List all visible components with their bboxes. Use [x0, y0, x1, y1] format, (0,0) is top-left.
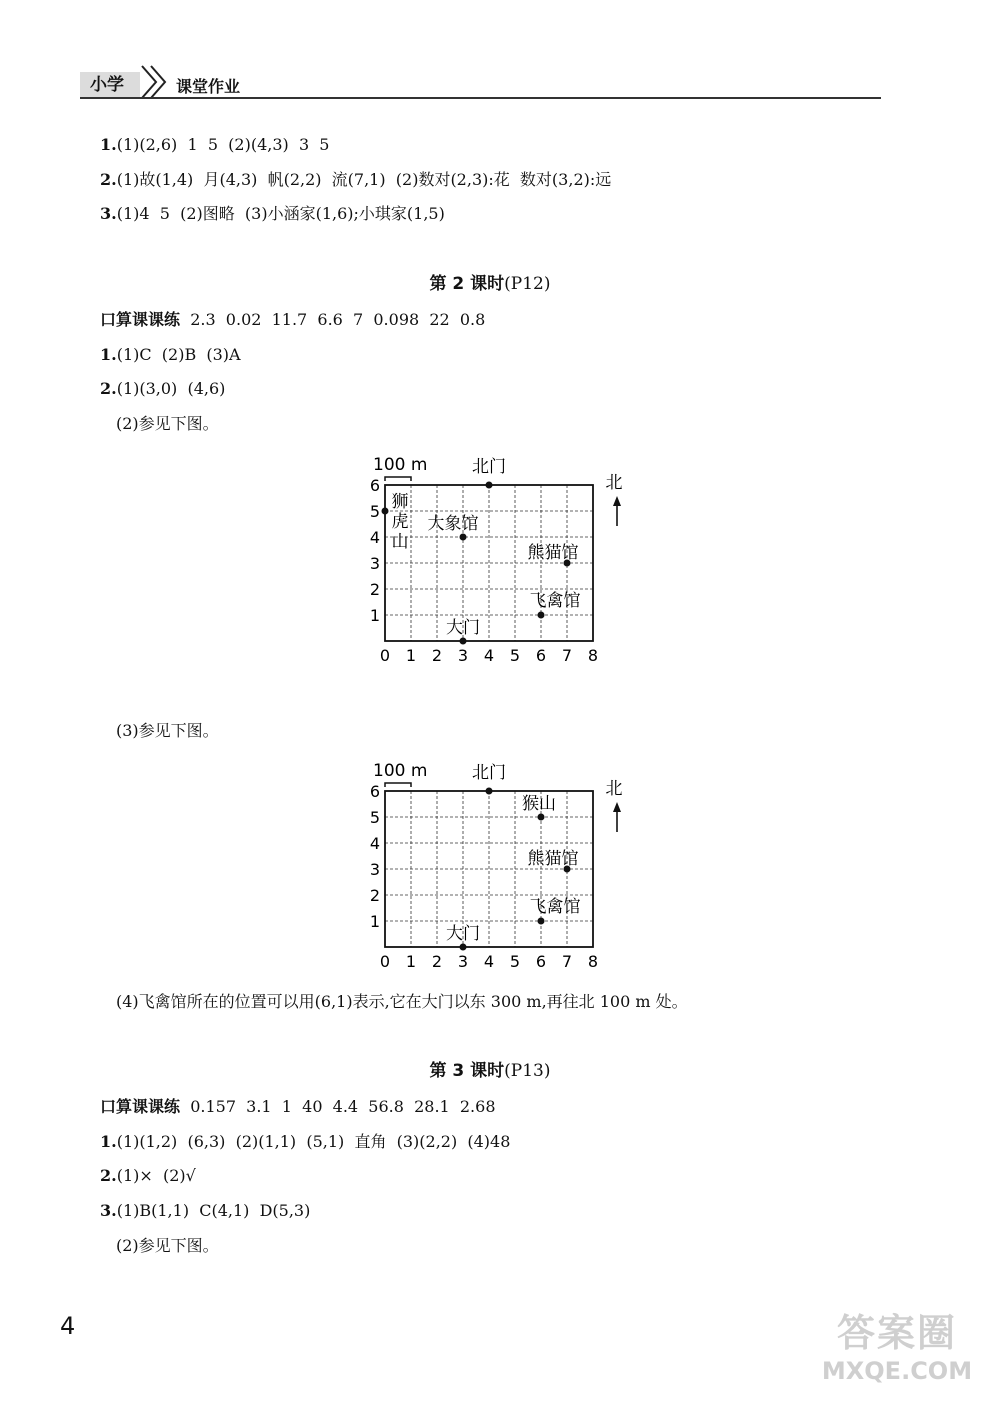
x-tick: 5 [509, 952, 521, 971]
x-tick: 1 [405, 952, 417, 971]
y-tick: 1 [369, 912, 381, 931]
elephant-hall-point [460, 534, 467, 541]
header-book-title: 课堂作业 [176, 77, 241, 96]
s3-oral: 口算课课练 0.157 3.1 1 40 4.4 56.8 28.1 2.68 [100, 1097, 496, 1116]
x-tick: 8 [587, 646, 599, 665]
x-tick: 2 [431, 646, 443, 665]
section3-title: 第 3 课时(P13) [429, 1061, 551, 1081]
s3-q3-2: (2)参见下图。 [116, 1236, 219, 1255]
zoo-map-2 [355, 756, 635, 976]
y-tick: 1 [369, 606, 381, 625]
x-tick: 6 [535, 646, 547, 665]
x-tick: 0 [379, 646, 391, 665]
section2-title: 第 2 课时(P12) [429, 274, 551, 294]
zoo-map-1 [355, 450, 635, 670]
y-tick: 4 [369, 834, 381, 853]
x-tick: 8 [587, 952, 599, 971]
north-label: 北 [605, 779, 623, 799]
x-tick: 1 [405, 646, 417, 665]
y-tick: 4 [369, 528, 381, 547]
x-tick: 7 [561, 952, 573, 971]
x-tick: 3 [457, 952, 469, 971]
x-tick: 4 [483, 952, 495, 971]
s2-q2-3: (3)参见下图。 [116, 721, 219, 740]
y-tick: 3 [369, 554, 381, 573]
aviary-point [538, 612, 545, 619]
y-tick: 2 [369, 886, 381, 905]
main-gate-label: 大门 [446, 618, 480, 638]
lion-tiger-label: 狮 [391, 492, 409, 512]
page-number: 4 [60, 1312, 76, 1340]
s2-oral: 口算课课练 2.3 0.02 11.7 6.6 7 0.098 22 0.8 [100, 310, 486, 329]
north-gate-label: 北门 [472, 763, 506, 783]
north-arrow-icon [613, 802, 621, 832]
x-tick: 4 [483, 646, 495, 665]
elephant-hall-label: 大象馆 [427, 514, 479, 534]
monkey-hill-point [538, 814, 545, 821]
header-level: 小学 [90, 75, 124, 95]
panda-hall-label: 熊猫馆 [527, 543, 579, 563]
x-tick: 7 [561, 646, 573, 665]
s2-q2-4: (4)飞禽馆所在的位置可以用(6,1)表示,它在大门以东 300 m,再往北 100 m 处。 [116, 992, 688, 1011]
main-gate-label: 大门 [446, 924, 480, 944]
scale-bar [385, 783, 411, 787]
x-tick: 0 [379, 952, 391, 971]
s3-q1: 1.(1)(1,2) (6,3) (2)(1,1) (5,1) 直角 (3)(2,2) (4)48 [100, 1132, 511, 1151]
s2-q1: 1.(1)C (2)B (3)A [100, 345, 241, 364]
scale-label: 100 m [373, 455, 428, 475]
x-tick: 3 [457, 646, 469, 665]
y-tick: 6 [369, 476, 381, 495]
north-label: 北 [605, 473, 623, 493]
chevron-right-icon [140, 60, 170, 100]
s2-q2-2: (2)参见下图。 [116, 414, 219, 433]
aviary-label: 飞禽馆 [529, 591, 581, 611]
watermark-logo: 答案圈 [836, 1311, 957, 1355]
north-gate-point [486, 788, 493, 795]
y-tick: 2 [369, 580, 381, 599]
s1-q1: 1.(1)(2,6) 1 5 (2)(4,3) 3 5 [100, 135, 330, 154]
watermark-site: MXQE.COM [821, 1357, 973, 1385]
header-rule [80, 97, 881, 99]
aviary-label: 飞禽馆 [529, 897, 581, 917]
main-gate-point [460, 638, 467, 645]
x-tick: 6 [535, 952, 547, 971]
monkey-hill-label: 猴山 [522, 794, 556, 814]
lion-tiger-label: 虎 [391, 512, 409, 532]
s3-q3: 3.(1)B(1,1) C(4,1) D(5,3) [100, 1201, 311, 1220]
north-gate-label: 北门 [472, 457, 506, 477]
s3-q2: 2.(1)× (2)√ [100, 1166, 196, 1185]
s1-q2: 2.(1)故(1,4) 月(4,3) 帆(2,2) 流(7,1) (2)数对(2,3):花 数对(3,2):远 [100, 170, 612, 189]
y-tick: 3 [369, 860, 381, 879]
main-gate-point [460, 944, 467, 951]
y-tick: 5 [369, 502, 381, 521]
lion-tiger-hill-point [382, 508, 389, 515]
x-tick: 5 [509, 646, 521, 665]
x-tick: 2 [431, 952, 443, 971]
y-tick: 6 [369, 782, 381, 801]
s1-q3: 3.(1)4 5 (2)图略 (3)小涵家(1,6);小琪家(1,5) [100, 204, 445, 223]
north-arrow-icon [613, 496, 621, 526]
scale-bar [385, 477, 411, 481]
scale-label: 100 m [373, 761, 428, 781]
aviary-point [538, 918, 545, 925]
s2-q2: 2.(1)(3,0) (4,6) [100, 379, 226, 398]
y-tick: 5 [369, 808, 381, 827]
lion-tiger-label: 山 [391, 532, 409, 552]
north-gate-point [486, 482, 493, 489]
watermark [812, 1310, 982, 1386]
panda-hall-label: 熊猫馆 [527, 849, 579, 869]
header-level-tab [80, 72, 140, 98]
